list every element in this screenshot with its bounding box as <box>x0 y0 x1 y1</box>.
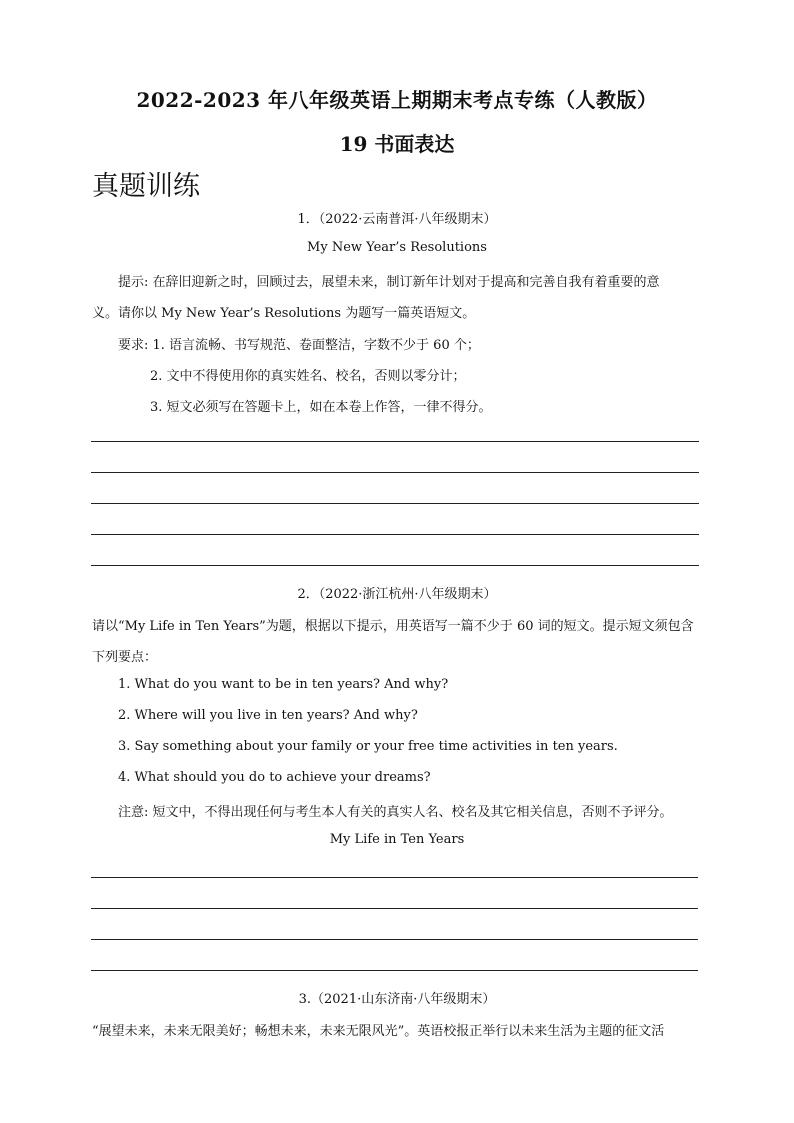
q2-intro-line2: 下列要点： <box>92 650 158 665</box>
answer-line <box>91 877 698 878</box>
q1-hint-line1: 提示: 在辞旧迎新之时，回顾过去，展望未来，制订新年计划对于提高和完善自我有着重要的意 <box>118 275 660 290</box>
q1-number: 1．（2022·云南普洱·八年级期末） <box>297 212 497 227</box>
q1-topic: My New Year’s Resolutions <box>307 240 487 255</box>
q2-number: 2．（2022·浙江杭州·八年级期末） <box>297 587 497 602</box>
page-title: 2022-2023 年八年级英语上期期末考点专练（人教版） <box>136 88 658 112</box>
q2-intro-line1: 请以“My Life in Ten Years”为题，根据以下提示，用英语写一篇不少于 60 词的短文。提示短文须包含 <box>92 619 694 634</box>
q1-requirement-1: 要求: 1. 语言流畅、书写规范、卷面整洁，字数不少于 60 个； <box>118 338 480 353</box>
answer-line <box>91 503 699 504</box>
q3-intro-line1: “展望未来，未来无限美好；畅想未来，未来无限风光”。英语校报正举行以未来生活为主题的征文活 <box>92 1024 665 1039</box>
page-subtitle: 19 书面表达 <box>339 132 455 156</box>
answer-line <box>91 565 699 566</box>
answer-line <box>91 970 698 971</box>
q2-topic: My Life in Ten Years <box>329 832 465 847</box>
q2-point-4: 4. What should you do to achieve your dreams? <box>118 770 431 785</box>
q1-requirement-3: 3. 短文必须写在答题卡上，如在本卷上作答，一律不得分。 <box>150 400 492 415</box>
answer-line <box>91 908 698 909</box>
q1-hint-line2: 义。请你以 My New Year’s Resolutions 为题写一篇英语短文。 <box>92 306 476 321</box>
q2-point-2: 2. Where will you live in ten years? And why? <box>118 708 418 723</box>
answer-line <box>91 939 698 940</box>
q3-number: 3.（2021·山东济南·八年级期末） <box>298 992 496 1007</box>
answer-line <box>91 472 699 473</box>
section-heading: 真题训练 <box>92 171 200 202</box>
q2-note: 注意: 短文中，不得出现任何与考生本人有关的真实人名、校名及其它相关信息，否则不予评分。 <box>118 805 673 820</box>
q1-requirement-2: 2. 文中不得使用你的真实姓名、校名，否则以零分计； <box>150 369 466 384</box>
q2-point-3: 3. Say something about your family or your free time activities in ten years. <box>118 739 618 754</box>
answer-line <box>91 534 699 535</box>
q2-point-1: 1. What do you want to be in ten years? And why? <box>118 677 449 692</box>
answer-line <box>91 441 699 442</box>
